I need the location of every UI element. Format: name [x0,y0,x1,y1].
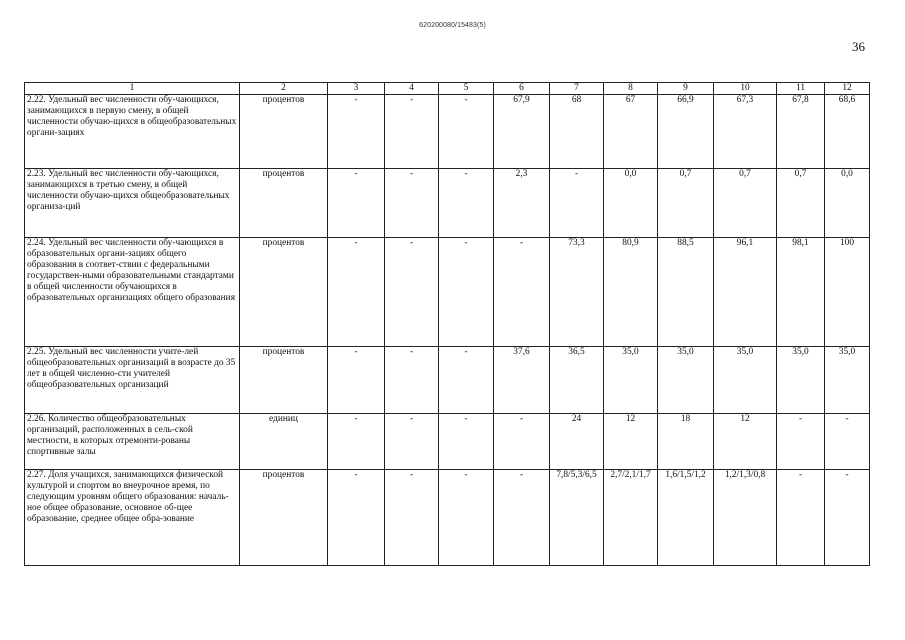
unit-cell: процентов [240,169,328,238]
value-cell: - [777,470,825,566]
value-cell: - [328,238,385,347]
indicator-description: 2.26. Количество общеобразовательных организаций, расположенных в сель-ской местности, в которых отремонти-рованы спортивные залы [25,414,240,470]
unit-cell: процентов [240,238,328,347]
column-header: 11 [777,83,825,95]
value-cell: - [494,470,550,566]
value-cell: 2,7/2,1/1,7 [604,470,658,566]
value-cell: - [777,414,825,470]
value-cell: - [439,95,494,169]
value-cell: - [494,238,550,347]
value-cell: 80,9 [604,238,658,347]
column-number-row [25,83,870,95]
value-cell: 0,7 [777,169,825,238]
indicator-description: 2.22. Удельный вес численности обу-чающихся, занимающихся в первую смену, в общей численности обучаю-щихся в общеобразовательных органи-зациях [25,95,240,169]
value-cell: - [328,347,385,414]
value-cell: 35,0 [825,347,870,414]
value-cell: 67,3 [714,95,777,169]
value-cell: 0,7 [714,169,777,238]
indicator-description: 2.23. Удельный вес численности обу-чающихся, занимающихся в третью смену, в общей численности обучаю-щихся общеобразовательных организа-ций [25,169,240,238]
page-number: 36 [852,39,865,54]
value-cell: - [328,95,385,169]
column-header: 6 [494,83,550,95]
value-cell: 98,1 [777,238,825,347]
indicator-description: 2.27. Доля учащихся, занимающихся физической культурой и спортом во внеурочное время, по следующим уровням общего образования: началь-ное общее образование, основное об-щее образование, среднее общее обра-зование [25,470,240,566]
value-cell: - [439,414,494,470]
value-cell: - [825,470,870,566]
value-cell: - [385,238,439,347]
unit-cell: единиц [240,414,328,470]
value-cell: 68,6 [825,95,870,169]
table-row [25,347,870,414]
value-cell: 35,0 [714,347,777,414]
column-header: 3 [328,83,385,95]
value-cell: 12 [714,414,777,470]
table-row [25,414,870,470]
value-cell: 36,5 [550,347,604,414]
value-cell: 73,3 [550,238,604,347]
column-header: 1 [25,83,240,95]
column-header: 4 [385,83,439,95]
value-cell: - [385,95,439,169]
value-cell: 0,7 [658,169,714,238]
value-cell: 7,8/5,3/6,5 [550,470,604,566]
value-cell: 0,0 [825,169,870,238]
value-cell: 2,3 [494,169,550,238]
value-cell: - [385,347,439,414]
column-header: 8 [604,83,658,95]
value-cell: 12 [604,414,658,470]
value-cell: 18 [658,414,714,470]
value-cell: - [494,414,550,470]
value-cell: 35,0 [777,347,825,414]
unit-cell: процентов [240,347,328,414]
column-header: 12 [825,83,870,95]
value-cell: 67 [604,95,658,169]
value-cell: - [439,169,494,238]
value-cell: 1,6/1,5/1,2 [658,470,714,566]
value-cell: 66,9 [658,95,714,169]
value-cell: - [385,169,439,238]
value-cell: - [439,470,494,566]
value-cell: - [385,414,439,470]
column-header: 5 [439,83,494,95]
value-cell: 96,1 [714,238,777,347]
column-header: 9 [658,83,714,95]
value-cell: 67,9 [494,95,550,169]
value-cell: - [328,470,385,566]
value-cell: - [439,238,494,347]
unit-cell: процентов [240,95,328,169]
value-cell: - [439,347,494,414]
value-cell: 35,0 [604,347,658,414]
value-cell: 1,2/1,3/0,8 [714,470,777,566]
value-cell: - [385,470,439,566]
value-cell: - [550,169,604,238]
table-row [25,95,870,169]
value-cell: 67,8 [777,95,825,169]
indicators-table [24,82,870,566]
column-header: 2 [240,83,328,95]
value-cell: - [825,414,870,470]
indicator-description: 2.25. Удельный вес численности учите-лей общеобразовательных организаций в возрасте до 35 лет в общей численно-сти учителей общеобразовательных организаций [25,347,240,414]
value-cell: 0,0 [604,169,658,238]
value-cell: 24 [550,414,604,470]
table-row [25,470,870,566]
value-cell: 68 [550,95,604,169]
value-cell: - [328,414,385,470]
value-cell: 35,0 [658,347,714,414]
document-code: 620200080/15483(5) [419,22,486,29]
value-cell: 37,6 [494,347,550,414]
table-row [25,169,870,238]
value-cell: 88,5 [658,238,714,347]
column-header: 10 [714,83,777,95]
value-cell: - [328,169,385,238]
table-row [25,238,870,347]
unit-cell: процентов [240,470,328,566]
indicator-description: 2.24. Удельный вес численности обу-чающихся в образовательных органи-зациях общего образования в соответ-ствии с федеральными государствен-ными образовательными стандартами в общей численности обучающихся в образовательных организациях общего образования [25,238,240,347]
column-header: 7 [550,83,604,95]
value-cell: 100 [825,238,870,347]
